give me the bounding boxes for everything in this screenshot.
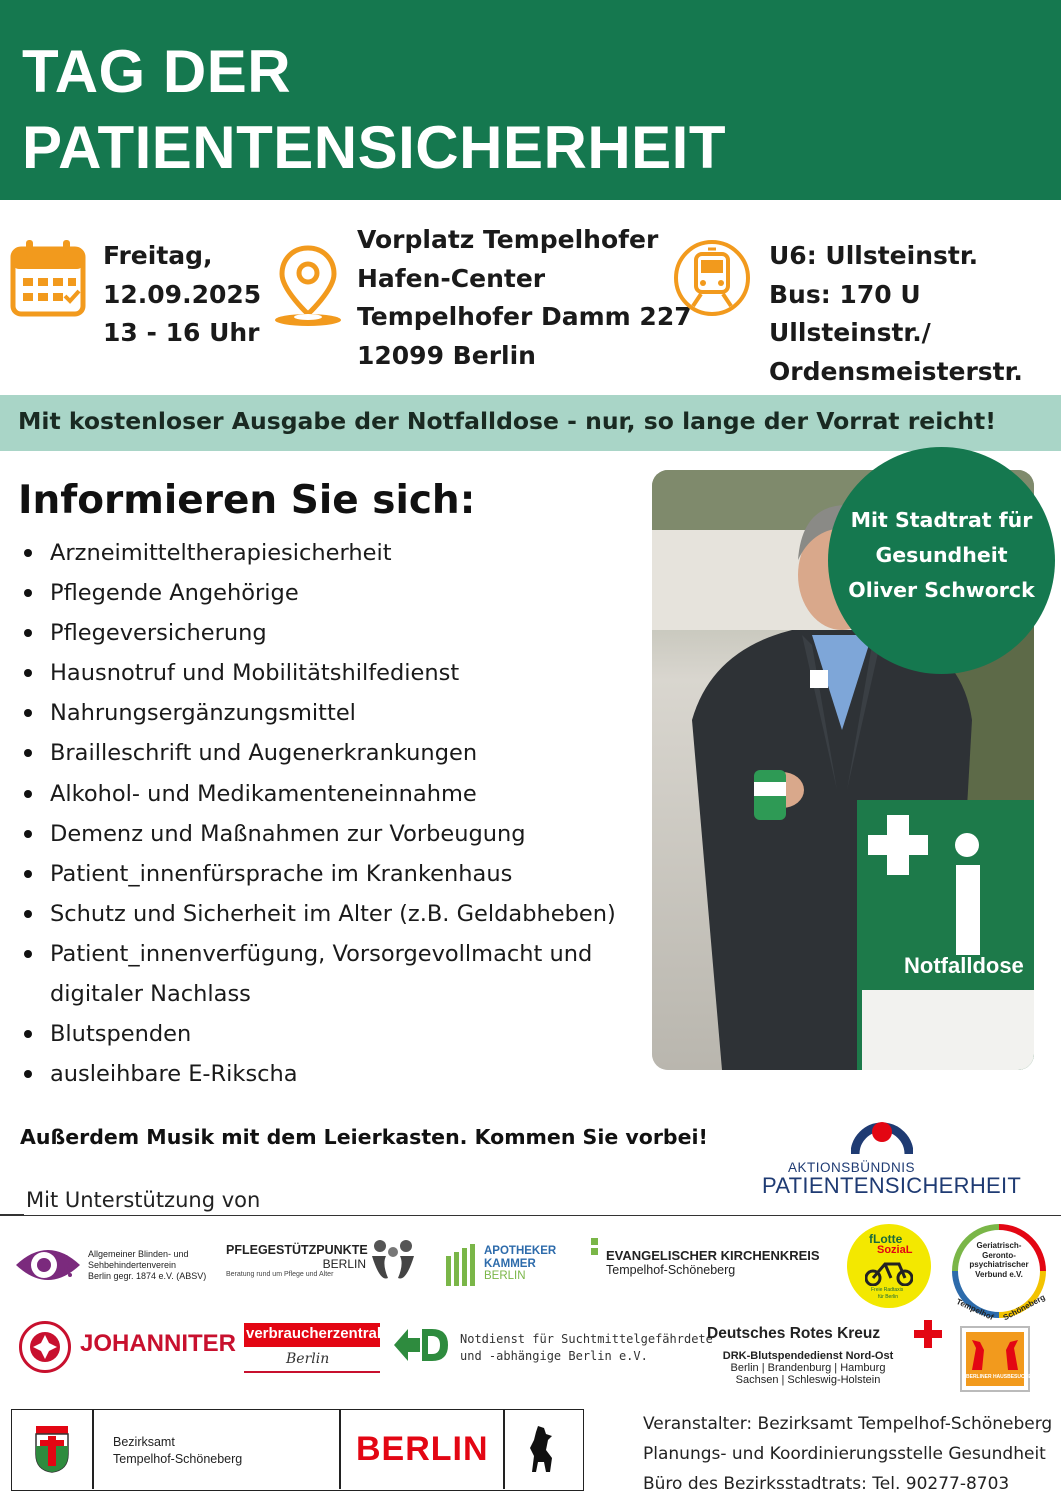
topics-heading: Informieren Sie sich: xyxy=(18,478,476,523)
veranstalter-line-1: Veranstalter: Bezirksamt Tempelhof-Schöneberg xyxy=(643,1414,1053,1434)
flotte-line-3: Freie Radtaxis xyxy=(871,1287,904,1293)
badge-line-3: Oliver Schworck xyxy=(848,578,1035,602)
location-line-2: Hafen-Center xyxy=(357,263,546,293)
topic-item: Schutz und Sicherheit im Alter (z.B. Geldabheben) xyxy=(20,894,640,934)
topic-item: Brailleschrift und Augenerkrankungen xyxy=(20,733,640,773)
train-icon xyxy=(672,238,752,318)
stadtrat-badge xyxy=(828,447,1055,674)
header-banner xyxy=(0,0,1061,200)
flotte-line-4: für Berlin xyxy=(878,1294,899,1300)
pflegestuetzpunkte-logo xyxy=(226,1243,368,1278)
drk-line-2: Berlin | Brandenburg | Hamburg xyxy=(730,1362,886,1374)
kirchenkreis-line-2: Tempelhof-Schöneberg xyxy=(606,1263,736,1277)
geriatrisch-line-2: Geronto- xyxy=(982,1250,1016,1260)
verbraucherzentrale-line-1: verbraucherzentrale xyxy=(244,1323,380,1347)
absv-line-3: Berlin gegr. 1874 e.V. (ABSV) xyxy=(88,1271,207,1281)
event-weekday: Freitag, xyxy=(103,241,213,270)
badge-line-1: Mit Stadtrat für xyxy=(850,508,1033,532)
pflegestuetzpunkte-line-3: Beratung rund um Pflege und Alter xyxy=(226,1271,334,1278)
sign-text: Notfalldose xyxy=(904,953,1024,978)
location-line-1: Vorplatz Tempelhofer xyxy=(357,225,659,254)
notdienst-logo-text xyxy=(460,1331,713,1365)
drk-line-1: DRK-Blutspendedienst Nord-Ost xyxy=(722,1350,894,1362)
berlin-bear-icon xyxy=(524,1424,560,1476)
notdienst-logo-icon xyxy=(392,1325,450,1365)
topic-item: Blutspenden xyxy=(20,1014,640,1054)
event-date xyxy=(103,237,261,353)
hausbesuche-label: BERLINER HAUSBESUCHE xyxy=(966,1374,1032,1380)
aktionsbuendnis-emblem-icon xyxy=(851,1102,913,1158)
verbraucherzentrale-line-2: Berlin xyxy=(286,1351,330,1367)
geriatrisch-ring-right: Schöneberg xyxy=(1001,1292,1047,1323)
absv-logo-text xyxy=(88,1249,206,1282)
location-line-3: Tempelhofer Damm 227 xyxy=(357,302,692,331)
bezirksamt-text xyxy=(113,1434,242,1468)
footer-logos xyxy=(11,1409,584,1491)
location-line-4: 12099 Berlin xyxy=(357,340,536,370)
topic-item: Patient_innenfürsprache im Krankenhaus xyxy=(20,854,640,894)
notice-bar xyxy=(0,395,1061,451)
berliner-hausbesuche-logo xyxy=(960,1326,1030,1392)
kirchenkreis-logo-text xyxy=(606,1248,820,1277)
location-pin-icon xyxy=(272,242,344,328)
support-underline xyxy=(0,1214,24,1215)
drk-red-cross-icon xyxy=(914,1320,942,1348)
topic-item: Alkohol- und Medikamenteneinnahme xyxy=(20,774,640,814)
geriatrisch-line-4: Verbund e.V. xyxy=(975,1269,1023,1279)
johanniter-emblem-icon xyxy=(19,1321,71,1373)
verbraucherzentrale-logo xyxy=(244,1323,390,1373)
bezirksamt-line-1: Bezirksamt xyxy=(113,1435,175,1449)
flotte-line-1: fLotte xyxy=(869,1232,903,1246)
berlin-wordmark: BERLIN xyxy=(356,1430,489,1468)
geriatrisch-ring-left: Tempelhof xyxy=(954,1296,995,1323)
johanniter-cross-icon xyxy=(22,1324,68,1370)
absv-line-1: Allgemeiner Blinden- und xyxy=(88,1249,189,1259)
bezirk-coat-of-arms-icon xyxy=(32,1424,72,1474)
topic-item: Pflegende Angehörige xyxy=(20,573,640,613)
drk-subtext xyxy=(708,1350,908,1386)
topic-item: Nahrungsergänzungsmittel xyxy=(20,693,640,733)
notdienst-line-2: und -abhängige Berlin e.V. xyxy=(460,1349,648,1363)
transport-line-2: Bus: 170 U Ullsteinstr./ xyxy=(769,279,931,347)
apothekerkammer-icon xyxy=(444,1242,480,1286)
veranstalter-info xyxy=(643,1409,1052,1499)
drk-title: Deutsches Rotes Kreuz xyxy=(707,1325,881,1342)
pflegestuetzpunkte-line-1: PFLEGESTÜTZPUNKTE xyxy=(226,1243,368,1257)
event-info-row xyxy=(0,210,1061,390)
support-label: Mit Unterstützung von xyxy=(26,1188,261,1212)
event-date-value: 12.09.2025 xyxy=(103,279,262,309)
geriatrisch-text xyxy=(961,1241,1037,1279)
footer-divider xyxy=(503,1410,505,1489)
johanniter-name: JOHANNITER xyxy=(80,1330,237,1357)
title-line-1: TAG DER xyxy=(22,38,292,105)
footer-divider xyxy=(339,1410,341,1489)
support-line xyxy=(0,1188,1061,1216)
topic-item: ausleihbare E-Rikscha xyxy=(20,1054,640,1094)
title-line-2: PATIENTENSICHERHEIT xyxy=(22,114,726,181)
notice-text: Mit kostenloser Ausgabe der Notfalldose - nur, so lange der Vorrat reicht! xyxy=(18,407,996,435)
topic-item: Arzneimitteltherapiesicherheit xyxy=(20,533,640,573)
pflegestuetzpunkte-line-2: BERLIN xyxy=(322,1257,366,1271)
aktionsbuendnis-name: PATIENTENSICHERHEIT xyxy=(762,1173,1022,1198)
music-note: Außerdem Musik mit dem Leierkasten. Kommen Sie vorbei! xyxy=(20,1125,708,1149)
geriatrisch-verbund-logo xyxy=(947,1219,1051,1323)
transport-line-1: U6: Ullsteinstr. xyxy=(769,241,979,270)
kirchenkreis-line-1: EVANGELISCHER KIRCHENKREIS xyxy=(606,1248,820,1263)
veranstalter-line-3: Büro des Bezirksstadtrats: Tel. 90277-8703 xyxy=(643,1474,1010,1494)
geriatrisch-line-3: psychiatrischer xyxy=(969,1260,1029,1269)
kirchenkreis-cross-icon xyxy=(591,1238,605,1262)
topic-item: Demenz und Maßnahmen zur Vorbeugung xyxy=(20,814,640,854)
apothekerkammer-line-1: APOTHEKER xyxy=(484,1245,557,1257)
bike-icon xyxy=(865,1258,913,1286)
topic-item: Hausnotruf und Mobilitätshilfedienst xyxy=(20,653,640,693)
topic-item: Patient_innenverfügung, Vorsorgevollmacht und xyxy=(20,934,640,974)
drk-line-3: Sachsen | Schleswig-Holstein xyxy=(735,1374,881,1386)
event-location xyxy=(357,221,692,375)
flotte-line-2: SoziaL xyxy=(877,1244,913,1256)
event-transport xyxy=(769,237,1061,391)
transport-line-3: Ordensmeisterstr. xyxy=(769,356,1023,386)
badge-line-2: Gesundheit xyxy=(875,543,1008,567)
apothekerkammer-logo-text xyxy=(484,1245,556,1283)
topics-list xyxy=(20,533,640,1094)
geriatrisch-line-1: Geriatrisch- xyxy=(976,1241,1022,1250)
event-time: 13 - 16 Uhr xyxy=(103,318,260,347)
footer-divider xyxy=(92,1410,94,1489)
bezirksamt-line-2: Tempelhof-Schöneberg xyxy=(113,1452,243,1466)
pflegestuetzpunkte-people-icon xyxy=(368,1238,418,1284)
flotte-sozial-logo xyxy=(847,1224,931,1308)
veranstalter-line-2: Planungs- und Koordinierungsstelle Gesundheit xyxy=(643,1444,1046,1464)
aktionsbuendnis-label: AKTIONSBÜNDNIS xyxy=(788,1160,916,1175)
absv-eye-icon xyxy=(14,1241,82,1289)
apothekerkammer-line-3: BERLIN xyxy=(484,1270,526,1282)
bear-pair-icon xyxy=(966,1334,1024,1374)
notdienst-line-1: Notdienst für Suchtmittelgefährdete xyxy=(460,1332,713,1346)
absv-line-2: Sehbehindertenverein xyxy=(88,1260,177,1270)
calendar-icon xyxy=(10,238,86,318)
apothekerkammer-line-2: KAMMER xyxy=(484,1257,536,1270)
topic-item: Pflegeversicherung xyxy=(20,613,640,653)
topic-item-continuation: digitaler Nachlass xyxy=(50,981,251,1008)
